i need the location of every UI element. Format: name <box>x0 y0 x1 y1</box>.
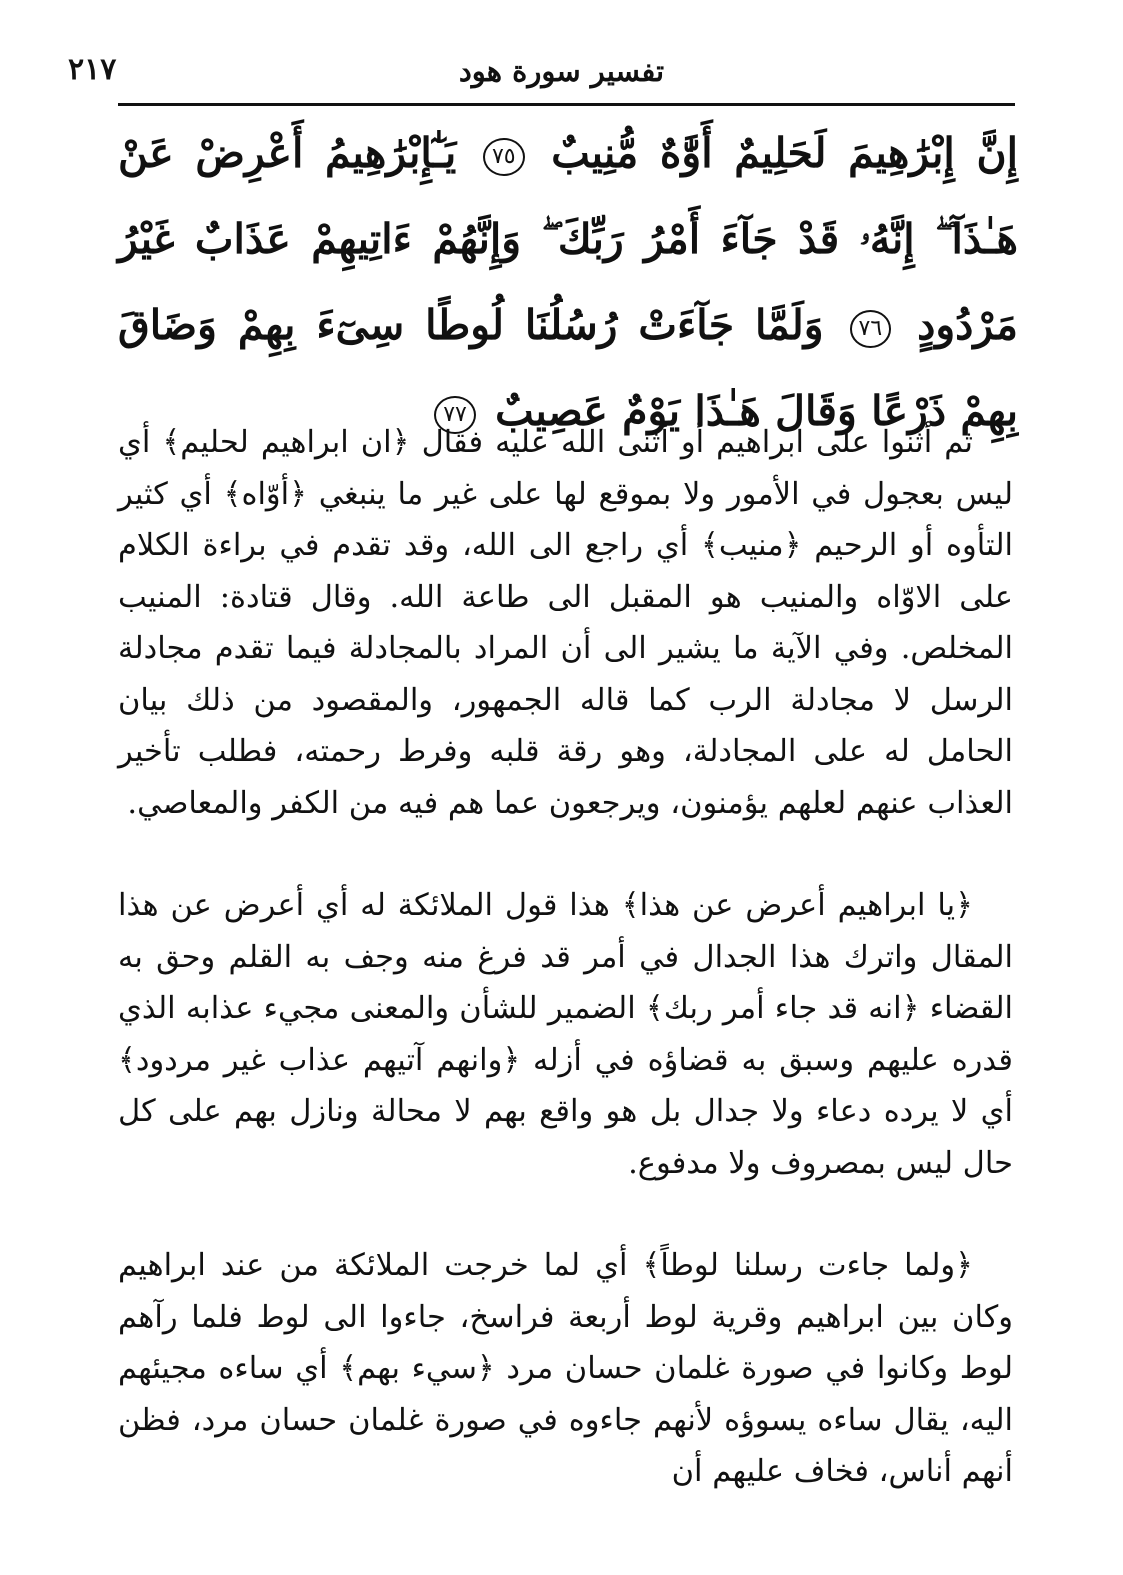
running-title: تفسير سورة هود <box>458 54 665 88</box>
tafsir-paragraph: ثم أثنوا على ابراهيم أو أثنى الله عليه فقال ﴿ان ابراهيم لحليم﴾ أي ليس بعجول في الأمور ولا بموقع لها على غير ما ينبغي ﴿أوّاه﴾ أي كثير التأوه أو الرحيم ﴿منيب﴾ أي راجع الى الله، وقد تقدم في براءة الكلام على الاوّاه والمنيب هو المقبل الى طاعة الله. وقال قتادة: المنيب المخلص. وفي الآية ما يشير الى أن المراد بالمجادلة فيما تقدم مجادلة الرسل لا مجادلة الرب كما قاله الجمهور، والمقصود من ذلك بيان الحامل له على المجادلة، وهو رقة قلبه وفرط رحمته، فطلب تأخير العذاب عنهم لعلهم يؤمنون، ويرجعون عما هم فيه من الكفر والمعاصي. <box>118 425 1013 821</box>
page-number: ٢١٧ <box>68 52 117 87</box>
tafsir-paragraph: ﴿ولما جاءت رسلنا لوطاً﴾ أي لما خرجت الملائكة من عند ابراهيم وكان بين ابراهيم وقرية لوط أربعة فراسخ، جاءوا الى لوط فلما رآهم لوط وكانوا في صورة غلمان حسان مرد ﴿سيء بهم﴾ أي ساءه مجيئهم اليه، يقال ساءه يسوؤه لأنهم جاءوه في صورة غلمان حسان مرد، فظن أنهم أناس، فخاف عليهم أن <box>118 1248 1013 1489</box>
quran-verse-text: يَـٰٓإِبْرَٰهِيمُ أَعْرِضْ عَنْ هَـٰذَآ ۖ إِنَّهُۥ قَدْ جَآءَ أَمْرُ رَبِّكَ ۖ وَإِنَّهُمْ ءَاتِيهِمْ عَذَابٌ غَيْرُ مَرْدُودٍ <box>118 129 1018 349</box>
tafsir-paragraph: ﴿يا ابراهيم أعرض عن هذا﴾ هذا قول الملائكة له أي أعرض عن هذا المقال واترك هذا الجدال في أمر قد فرغ منه وجف به القلم وحق به القضاء ﴿انه قد جاء أمر ربك﴾ الضمير للشأن والمعنى مجيء عذابه الذي قدره عليهم وسبق به قضاؤه في أزله ﴿وانهم آتيهم عذاب غير مردود﴾ أي لا يرده دعاء ولا جدال بل هو واقع بهم لا محالة ونازل بهم على كل حال ليس بمصروف ولا مدفوع. <box>118 888 1013 1181</box>
verse-number-marker: ٧٧ <box>434 396 476 434</box>
verse-number-marker: ٧٦ <box>850 310 892 348</box>
verse-number-marker: ٧٥ <box>483 138 525 176</box>
quran-verses <box>118 110 1018 454</box>
quran-verse-text: وَلَمَّا جَآءَتْ رُسُلُنَا لُوطًا سِىٓءَ بِهِمْ وَضَاقَ بِهِمْ ذَرْعًا وَقَالَ هَـٰذَا يَوْمٌ عَصِيبٌ <box>118 301 1018 435</box>
header-rule <box>118 103 1015 106</box>
quran-verse-text: إِنَّ إِبْرَٰهِيمَ لَحَلِيمٌ أَوَّٰهٌ مُّنِيبٌ <box>551 129 1018 177</box>
tafsir-body <box>118 417 1013 1498</box>
